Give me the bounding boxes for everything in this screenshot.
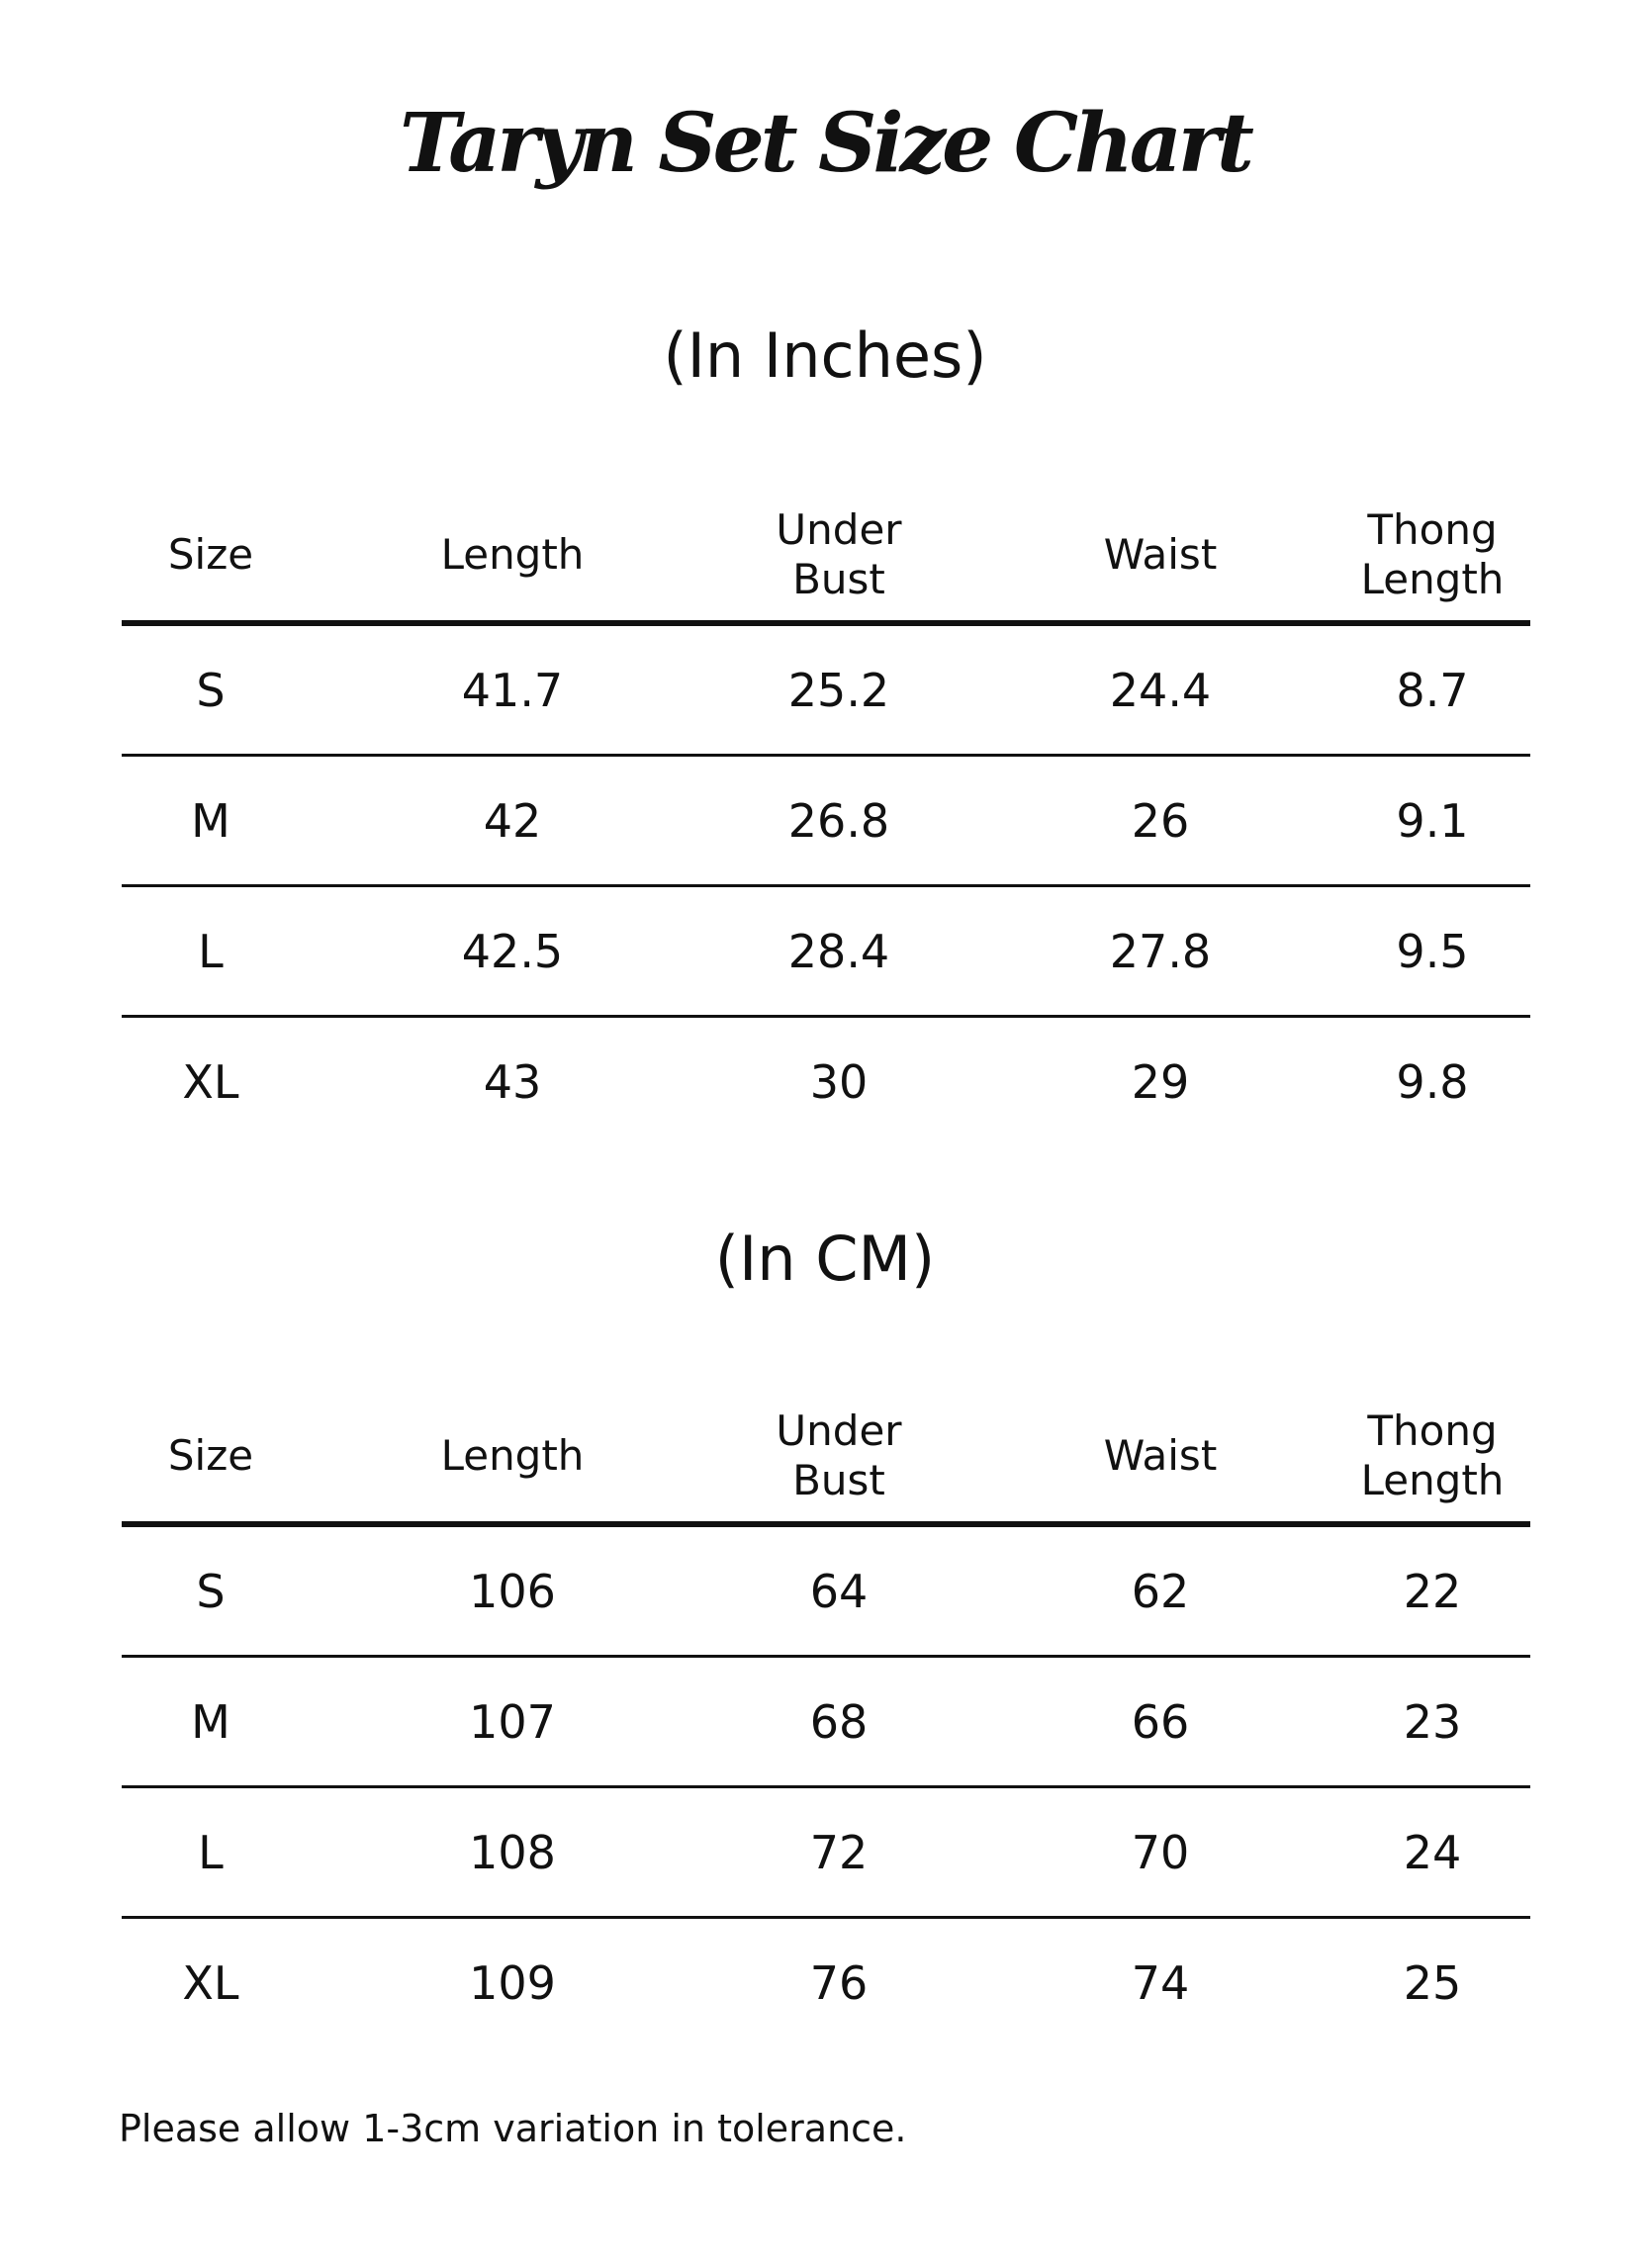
size-table-inches <box>122 490 1530 1145</box>
table-row <box>122 1655 1530 1785</box>
size-cell: S <box>196 1564 226 1618</box>
thong-length-cell: 22 <box>1403 1564 1462 1618</box>
under-bust-cell: 64 <box>809 1564 869 1618</box>
waist-cell: 27.8 <box>1109 924 1212 978</box>
table-row <box>122 884 1530 1015</box>
table-header-row <box>122 1391 1530 1524</box>
under-bust-cell: 26.8 <box>787 793 890 848</box>
length-cell: 43 <box>483 1054 542 1109</box>
header-cell-waist: Waist <box>1103 530 1218 579</box>
length-cell: 41.7 <box>461 663 564 717</box>
waist-cell: 29 <box>1131 1054 1190 1109</box>
waist-cell: 70 <box>1131 1825 1190 1879</box>
under-bust-cell: 76 <box>809 1955 869 2010</box>
table-row <box>122 1785 1530 1916</box>
header-cell-size: Size <box>167 1431 254 1480</box>
waist-cell: 66 <box>1131 1694 1190 1749</box>
waist-cell: 62 <box>1131 1564 1190 1618</box>
thong-length-cell: 23 <box>1403 1694 1462 1749</box>
header-cell-waist: Waist <box>1103 1431 1218 1480</box>
table-row <box>122 754 1530 884</box>
length-cell: 42 <box>483 793 542 848</box>
tolerance-note: Please allow 1-3cm variation in tolerance. <box>119 2107 907 2150</box>
section-heading-inches: (In Inches) <box>663 319 987 392</box>
thong-length-cell: 8.7 <box>1396 663 1469 717</box>
size-cell: XL <box>182 1054 239 1109</box>
thong-length-cell: 24 <box>1403 1825 1462 1879</box>
under-bust-cell: 25.2 <box>787 663 890 717</box>
size-cell: L <box>198 924 224 978</box>
header-cell-under-bust: Under Bust <box>776 1406 902 1504</box>
section-heading-cm: (In CM) <box>714 1223 936 1295</box>
under-bust-cell: 72 <box>809 1825 869 1879</box>
under-bust-cell: 28.4 <box>787 924 890 978</box>
size-cell: L <box>198 1825 224 1879</box>
header-cell-thong-length: Thong Length <box>1360 505 1505 603</box>
thong-length-cell: 9.1 <box>1396 793 1469 848</box>
length-cell: 109 <box>469 1955 556 2010</box>
length-cell: 108 <box>469 1825 556 1879</box>
size-cell: M <box>191 1694 230 1749</box>
waist-cell: 26 <box>1131 793 1190 848</box>
page-title: Taryn Set Size Chart <box>400 96 1250 191</box>
thong-length-cell: 25 <box>1403 1955 1462 2010</box>
table-header-row <box>122 490 1530 623</box>
table-row <box>122 1015 1530 1145</box>
thong-length-cell: 9.8 <box>1396 1054 1469 1109</box>
header-cell-length: Length <box>440 530 585 579</box>
waist-cell: 74 <box>1131 1955 1190 2010</box>
waist-cell: 24.4 <box>1109 663 1212 717</box>
header-cell-thong-length: Thong Length <box>1360 1406 1505 1504</box>
header-cell-size: Size <box>167 530 254 579</box>
under-bust-cell: 30 <box>809 1054 869 1109</box>
table-row <box>122 1524 1530 1655</box>
table-row <box>122 623 1530 754</box>
header-cell-length: Length <box>440 1431 585 1480</box>
length-cell: 42.5 <box>461 924 564 978</box>
thong-length-cell: 9.5 <box>1396 924 1469 978</box>
length-cell: 106 <box>469 1564 556 1618</box>
length-cell: 107 <box>469 1694 556 1749</box>
table-row <box>122 1916 1530 2046</box>
size-cell: S <box>196 663 226 717</box>
size-table-cm <box>122 1391 1530 2046</box>
under-bust-cell: 68 <box>809 1694 869 1749</box>
size-cell: M <box>191 793 230 848</box>
size-cell: XL <box>182 1955 239 2010</box>
header-cell-under-bust: Under Bust <box>776 505 902 603</box>
